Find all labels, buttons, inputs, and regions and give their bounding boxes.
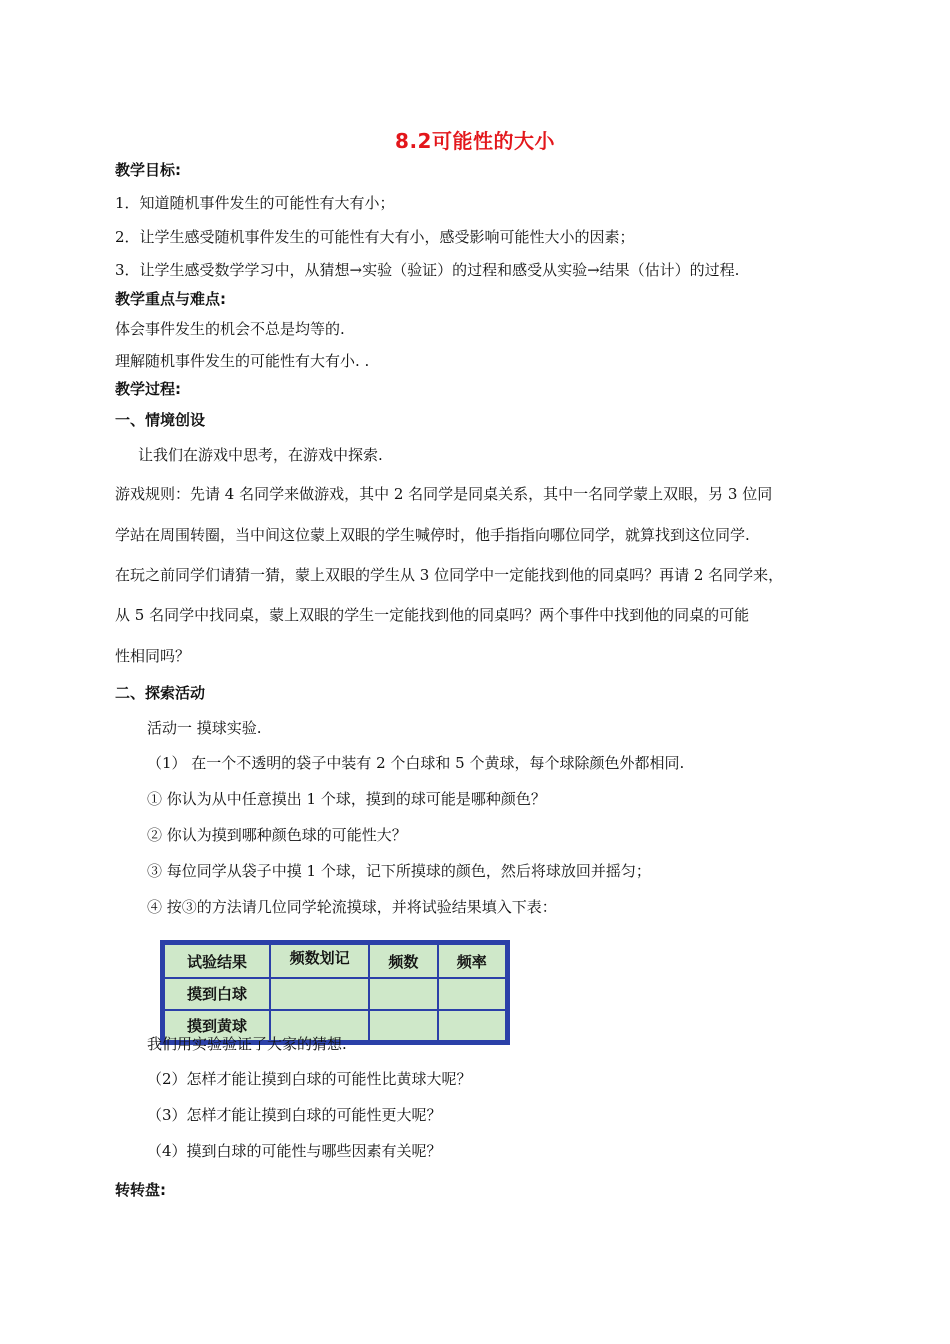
table-row <box>164 978 506 1009</box>
table-cell <box>369 978 437 1009</box>
paragraph-line: 游戏规则：先请 4 名同学来做游戏，其中 2 名同学是同桌关系，其中一名同学蒙上双眼，另 3 位同 <box>115 485 773 503</box>
question-item: （4）摸到白球的可能性与哪些因素有关呢？ <box>147 1142 442 1160</box>
table-cell <box>270 978 369 1009</box>
step-item: ④ 按③的方法请几位同学轮流摸球，并将试验结果填入下表： <box>147 898 557 916</box>
table-header-cell: 试验结果 <box>164 944 270 978</box>
page-title: 8.2可能性的大小 <box>395 129 555 153</box>
spinner-heading: 转转盘: <box>115 1181 166 1199</box>
key-point-item: 体会事件发生的机会不总是均等的. <box>115 320 345 338</box>
table-header-cell: 频率 <box>438 944 506 978</box>
question-item: （2）怎样才能让摸到白球的可能性比黄球大呢？ <box>147 1070 472 1088</box>
table-header-cell: 频数 <box>369 944 437 978</box>
step-item: ③ 每位同学从袋子中摸 1 个球，记下所摸球的颜色，然后将球放回并摇匀； <box>147 862 651 880</box>
paragraph-line: 在玩之前同学们请猜一猜，蒙上双眼的学生从 3 位同学中一定能找到他的同桌吗？再请 2 名同学来， <box>115 566 784 584</box>
key-point-item: 理解随机事件发生的可能性有大有小. . <box>115 352 370 370</box>
objective-item: 1．知道随机事件发生的可能性有大有小； <box>115 194 395 212</box>
table-cell <box>369 1010 437 1041</box>
table-cell <box>438 1010 506 1041</box>
table-cell: 摸到白球 <box>164 978 270 1009</box>
activity-label: 活动一 摸球实验. <box>147 719 262 737</box>
key-points-heading: 教学重点与难点: <box>115 290 226 308</box>
paragraph-line: 从 5 名同学中找同桌，蒙上双眼的学生一定能找到他的同桌吗？两个事件中找到他的同桌的可能 <box>115 606 750 624</box>
objectives-heading: 教学目标: <box>115 161 181 179</box>
conclusion-text: 我们用实验验证了大家的猜想. <box>147 1035 347 1053</box>
table-header-row <box>164 944 506 978</box>
section1-intro: 让我们在游戏中思考，在游戏中探索. <box>138 446 383 464</box>
table-header-cell: 频数划记 <box>270 944 369 978</box>
question-item: （3）怎样才能让摸到白球的可能性更大呢？ <box>147 1106 442 1124</box>
question-1: （1） 在一个不透明的袋子中装有 2 个白球和 5 个黄球，每个球除颜色外都相同. <box>147 754 685 772</box>
step-item: ② 你认为摸到哪种颜色球的可能性大？ <box>147 826 407 844</box>
section1-heading: 一、情境创设 <box>115 411 206 429</box>
process-heading: 教学过程: <box>115 380 181 398</box>
step-item: ① 你认为从中任意摸出 1 个球，摸到的球可能是哪种颜色？ <box>147 790 546 808</box>
experiment-table <box>160 940 510 1045</box>
table-cell: 摸到黄球 <box>164 1010 270 1041</box>
section2-heading: 二、探索活动 <box>115 684 206 702</box>
paragraph-line: 性相同吗？ <box>115 647 191 665</box>
table-cell <box>438 978 506 1009</box>
objective-item: 2．让学生感受随机事件发生的可能性有大有小，感受影响可能性大小的因素； <box>115 228 635 246</box>
paragraph-line: 学站在周围转圈，当中间这位蒙上双眼的学生喊停时，他手指指向哪位同学，就算找到这位同学. <box>115 526 750 544</box>
objective-item: 3．让学生感受数学学习中，从猜想→实验（验证）的过程和感受从实验→结果（估计）的过程. <box>115 261 740 279</box>
